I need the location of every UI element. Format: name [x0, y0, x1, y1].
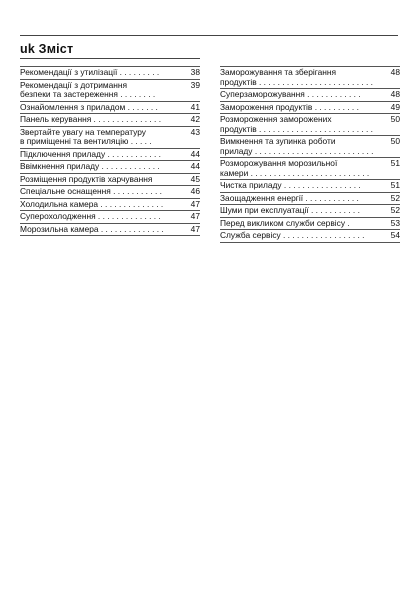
toc-entry-page: 39: [190, 79, 200, 90]
toc-entry-page: 48: [390, 89, 400, 99]
toc-entry-page: 51: [390, 158, 400, 168]
toc-entry-page: 50: [390, 136, 400, 146]
toc-entry[interactable]: [20, 223, 200, 237]
toc-entry[interactable]: [220, 135, 400, 157]
toc-right-column: [220, 66, 400, 243]
toc-entry[interactable]: [20, 198, 200, 211]
toc-entry[interactable]: [220, 204, 400, 217]
toc-entry[interactable]: [220, 101, 400, 114]
toc-entry-page: 48: [390, 67, 400, 77]
toc-entry-page: 49: [390, 101, 400, 112]
toc-entry[interactable]: [20, 148, 200, 161]
toc-entry[interactable]: [20, 66, 200, 79]
toc-entry-title: Шуми при експлуатації . . . . . . . . . . .: [220, 205, 360, 215]
toc-entry[interactable]: [220, 217, 400, 230]
toc-entry-title: Ввімкнення приладу . . . . . . . . . . . . .: [20, 161, 160, 171]
toc-entry-title: Підключення приладу . . . . . . . . . . . .: [20, 148, 161, 159]
toc-entry-page: 42: [190, 114, 200, 124]
toc-entry-page: 38: [190, 67, 200, 77]
toc-left-column: [20, 66, 200, 236]
toc-entry-title: Холодильна камера . . . . . . . . . . . . . .: [20, 198, 164, 209]
toc-entry-title: Суперохолодження . . . . . . . . . . . . . .: [20, 211, 161, 221]
toc-entry-page: 51: [390, 180, 400, 190]
toc-entry-page: 41: [190, 101, 200, 112]
toc-entry-title: Рекомендації з дотримання безпеки та застереження . . . . . . . .: [20, 79, 156, 99]
toc-entry-page: 53: [390, 217, 400, 228]
toc-entry[interactable]: [220, 229, 400, 243]
toc-entry[interactable]: [20, 185, 200, 198]
toc-entry-title: Замороження продуктів . . . . . . . . . .: [220, 101, 359, 112]
toc-entry-title: Розмороження заморожених продуктів . . . . . . . . . . . . . . . . . . . . . . . . .: [220, 114, 373, 134]
toc-entry-title: Суперзаморожування . . . . . . . . . . . .: [220, 89, 361, 99]
toc-entry[interactable]: [20, 79, 200, 101]
toc-entry-page: 44: [190, 161, 200, 171]
toc-entry-page: 47: [190, 211, 200, 221]
toc-entry-page: 50: [390, 114, 400, 124]
toc-entry-title: Чистка приладу . . . . . . . . . . . . . . . . .: [220, 180, 361, 190]
toc-entry[interactable]: [20, 101, 200, 114]
toc-entry-title: Розміщення продуктів харчування: [20, 173, 153, 184]
toc-entry-title: Вимкнення та зупинка роботи приладу . . . . . . . . . . . . . . . . . . . . . . . . . .: [220, 136, 374, 156]
toc-entry-page: 52: [390, 205, 400, 215]
toc-entry[interactable]: [20, 126, 200, 148]
toc-entry-title: Служба сервісу . . . . . . . . . . . . . . . . . .: [220, 230, 365, 240]
toc-entry-page: 45: [190, 173, 200, 184]
toc-entry[interactable]: [220, 192, 400, 205]
toc-entry-page: 44: [190, 148, 200, 159]
toc-entry-title: Перед викликом служби сервісу .: [220, 217, 350, 228]
toc-entry[interactable]: [20, 173, 200, 186]
toc-entry[interactable]: [220, 66, 400, 88]
toc-entry-title: Панель керування . . . . . . . . . . . . . . .: [20, 114, 162, 124]
toc-entry-page: 54: [390, 230, 400, 240]
toc-entry-title: Ознайомлення з приладом . . . . . . .: [20, 101, 158, 112]
page-title: uk Зміст: [20, 42, 74, 56]
toc-entry-page: 43: [190, 126, 200, 137]
toc-entry-title: Заморожування та зберігання продуктів . . . . . . . . . . . . . . . . . . . . . . . . .: [220, 67, 373, 87]
toc-entry-page: 47: [190, 198, 200, 209]
toc-entry-title: Заощадження енергії . . . . . . . . . . . .: [220, 192, 359, 203]
toc-entry-title: Спеціальне оснащення . . . . . . . . . . .: [20, 186, 162, 196]
toc-entry-page: 52: [390, 192, 400, 203]
toc-entry[interactable]: [20, 160, 200, 173]
toc-entry[interactable]: [220, 179, 400, 192]
toc-entry-title: Звертайте увагу на температуру в приміщенні та вентиляцію . . . . .: [20, 126, 152, 146]
heading-rule: [20, 58, 200, 59]
toc-entry-title: Морозильна камера . . . . . . . . . . . . . .: [20, 223, 164, 234]
toc-entry-title: Рекомендації з утилізації . . . . . . . . .: [20, 67, 160, 77]
toc-entry-page: 47: [190, 223, 200, 234]
toc-entry[interactable]: [220, 88, 400, 101]
toc-entry[interactable]: [220, 113, 400, 135]
toc-entry[interactable]: [20, 210, 200, 223]
toc-entry[interactable]: [20, 113, 200, 126]
toc-entry-title: Розморожування морозильної камери . . . . . . . . . . . . . . . . . . . . . . . . . .: [220, 158, 370, 178]
toc-entry[interactable]: [220, 157, 400, 179]
toc-entry-page: 46: [190, 186, 200, 196]
top-rule: [20, 35, 398, 36]
